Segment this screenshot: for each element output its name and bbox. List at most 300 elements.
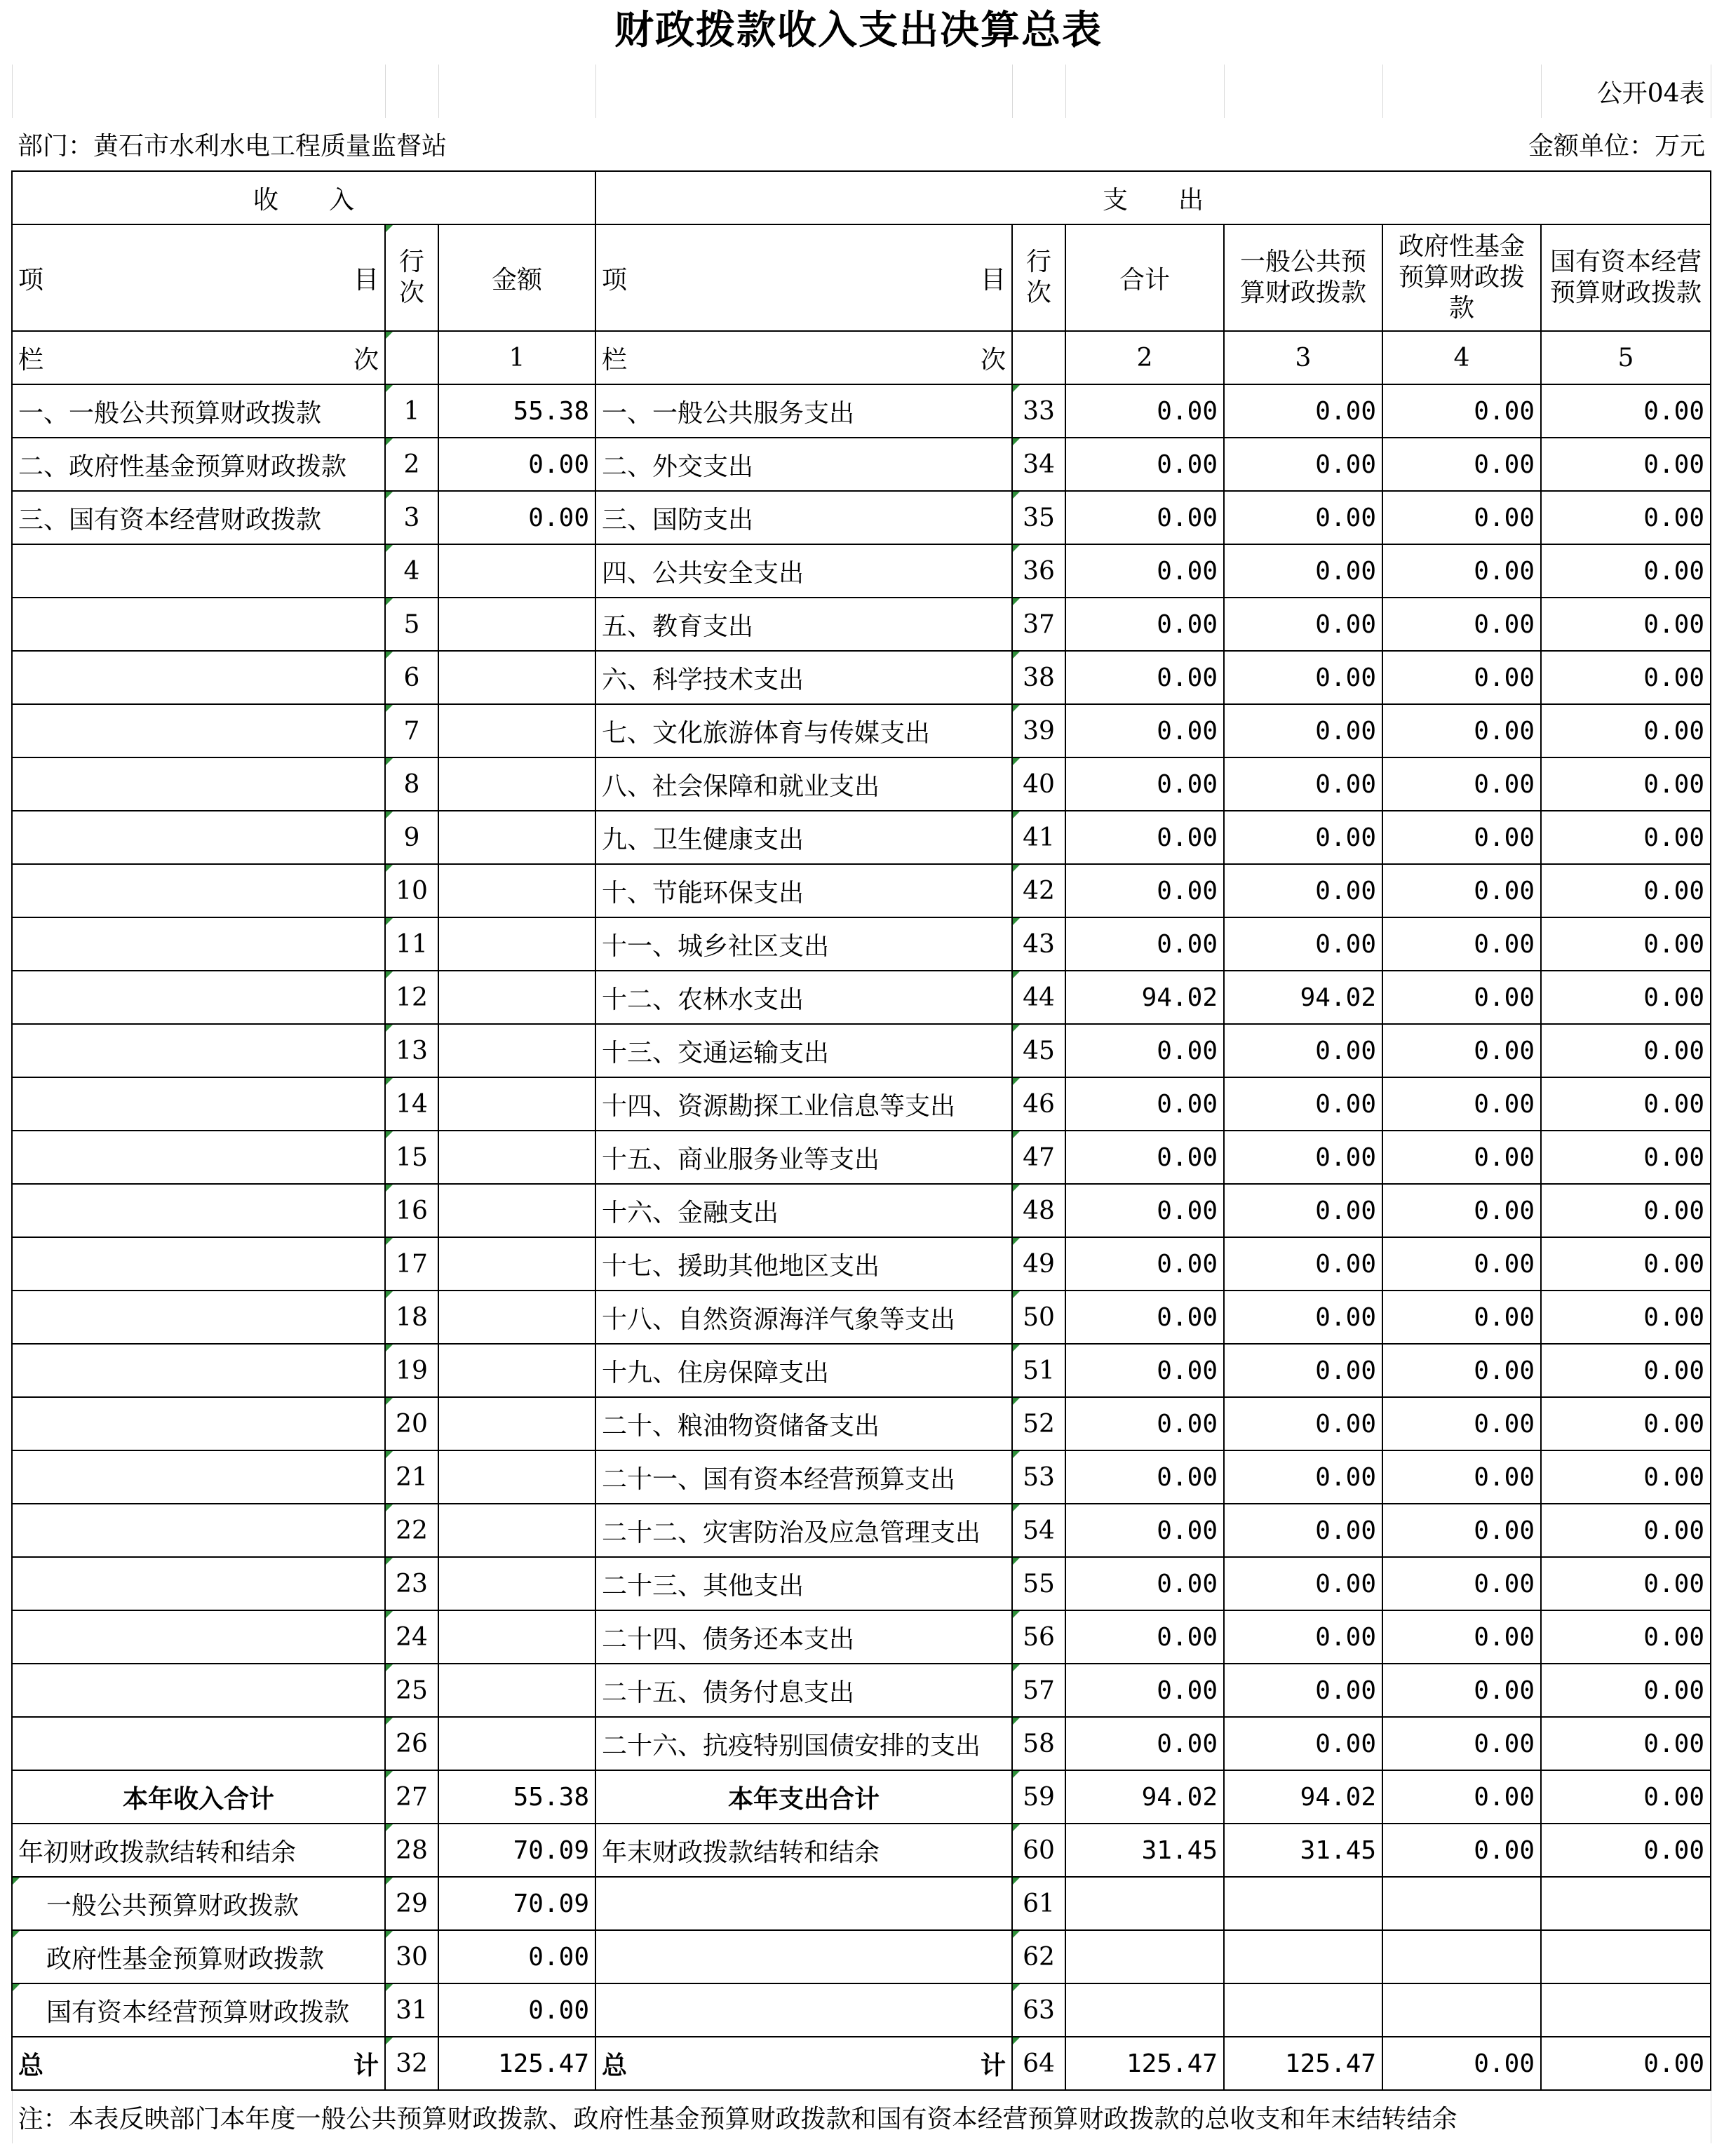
empty-cell <box>1541 1930 1711 1983</box>
expense-general: 0.00 <box>1224 1237 1382 1291</box>
income-amount <box>438 1610 595 1664</box>
expense-capital: 0.00 <box>1541 651 1711 704</box>
expense-total: 0.00 <box>1065 598 1224 651</box>
income-row-no: 10 <box>385 864 438 917</box>
expense-row-no: 51 <box>1012 1344 1065 1397</box>
carry-sub-expense-row-no: 63 <box>1012 1983 1065 2037</box>
expense-total: 0.00 <box>1065 1291 1224 1344</box>
income-amount <box>438 1237 595 1291</box>
income-item <box>12 1557 385 1610</box>
expense-total: 0.00 <box>1065 1397 1224 1450</box>
income-item: 三、国有资本经营财政拨款 <box>12 491 385 544</box>
expense-item: 一、一般公共服务支出 <box>595 384 1012 438</box>
expense-general: 0.00 <box>1224 917 1382 971</box>
expense-row-no: 57 <box>1012 1664 1065 1717</box>
expense-fund: 0.00 <box>1382 1664 1541 1717</box>
empty-cell <box>1382 1877 1541 1930</box>
expense-general: 0.00 <box>1224 704 1382 757</box>
expense-fund: 0.00 <box>1382 1344 1541 1397</box>
expense-capital: 0.00 <box>1541 1717 1711 1770</box>
col-3: 3 <box>1224 331 1382 384</box>
expense-capital: 0.00 <box>1541 438 1711 491</box>
income-row-no: 13 <box>385 1024 438 1077</box>
empty-cell <box>1541 1983 1711 2037</box>
department-row <box>12 118 1711 171</box>
income-item <box>12 917 385 971</box>
income-row-no: 1 <box>385 384 438 438</box>
carry-sub-amount: 0.00 <box>438 1930 595 1983</box>
income-amount <box>438 544 595 598</box>
income-row-no: 9 <box>385 811 438 864</box>
income-amount <box>438 811 595 864</box>
expense-item: 二十、粮油物资储备支出 <box>595 1397 1012 1450</box>
income-amount <box>438 1504 595 1557</box>
expense-item: 十三、交通运输支出 <box>595 1024 1012 1077</box>
expense-capital: 0.00 <box>1541 544 1711 598</box>
expense-item: 二十六、抗疫特别国债安排的支出 <box>595 1717 1012 1770</box>
income-amount <box>438 1344 595 1397</box>
expense-general: 0.00 <box>1224 384 1382 438</box>
expense-general: 0.00 <box>1224 864 1382 917</box>
expense-capital: 0.00 <box>1541 1450 1711 1504</box>
income-amount <box>438 1450 595 1504</box>
expense-general: 0.00 <box>1224 1131 1382 1184</box>
expense-capital: 0.00 <box>1541 1291 1711 1344</box>
carry-sub-expense-row-no: 62 <box>1012 1930 1065 1983</box>
expense-capital: 0.00 <box>1541 1610 1711 1664</box>
income-item <box>12 1610 385 1664</box>
expense-capital: 0.00 <box>1541 1184 1711 1237</box>
income-amount <box>438 864 595 917</box>
expense-row-no: 39 <box>1012 704 1065 757</box>
expense-fund: 0.00 <box>1382 1504 1541 1557</box>
expense-total: 0.00 <box>1065 1610 1224 1664</box>
carry-sub-row-no: 31 <box>385 1983 438 2037</box>
page-title: 财政拨款收入支出决算总表 <box>614 7 1103 53</box>
income-row-no: 15 <box>385 1131 438 1184</box>
carry-sub-row <box>12 1877 1711 1930</box>
grand-total-row: 总 计 32 125.47 总 计 64 125.47 125.47 0.00 0.00 <box>12 2037 1711 2090</box>
income-item <box>12 1344 385 1397</box>
expense-total: 0.00 <box>1065 1344 1224 1397</box>
table-row <box>12 1610 1711 1664</box>
income-item <box>12 1131 385 1184</box>
table-row <box>12 1237 1711 1291</box>
expense-row-no: 47 <box>1012 1131 1065 1184</box>
expense-item: 二十一、国有资本经营预算支出 <box>595 1450 1012 1504</box>
table-row <box>12 1397 1711 1450</box>
empty-cell <box>1382 1983 1541 2037</box>
expense-row-no: 53 <box>1012 1450 1065 1504</box>
income-item: 一、一般公共预算财政拨款 <box>12 384 385 438</box>
carry-sub-row <box>12 1930 1711 1983</box>
expense-row-no: 56 <box>1012 1610 1065 1664</box>
empty-cell <box>595 1983 1012 2037</box>
table-row <box>12 1184 1711 1237</box>
col-5: 5 <box>1541 331 1711 384</box>
expense-item: 二十五、债务付息支出 <box>595 1664 1012 1717</box>
expense-row-no-header: 行次 <box>1012 224 1065 331</box>
income-row-no-header: 行次 <box>385 224 438 331</box>
column-number-row <box>12 331 1711 384</box>
carry-sub-expense-row-no: 61 <box>1012 1877 1065 1930</box>
expense-item: 十、节能环保支出 <box>595 864 1012 917</box>
expense-item: 十四、资源勘探工业信息等支出 <box>595 1077 1012 1131</box>
income-item <box>12 1397 385 1450</box>
expense-capital: 0.00 <box>1541 811 1711 864</box>
table-row <box>12 1131 1711 1184</box>
expense-general: 0.00 <box>1224 1024 1382 1077</box>
expense-fund: 0.00 <box>1382 811 1541 864</box>
expense-row-no: 37 <box>1012 598 1065 651</box>
income-row-no: 26 <box>385 1717 438 1770</box>
expense-item: 七、文化旅游体育与传媒支出 <box>595 704 1012 757</box>
empty-cell <box>1541 1877 1711 1930</box>
income-row-no: 21 <box>385 1450 438 1504</box>
expense-capital: 0.00 <box>1541 1131 1711 1184</box>
income-item <box>12 1024 385 1077</box>
income-amount: 0.00 <box>438 438 595 491</box>
year-income-total-label: 本年收入合计 <box>12 1770 385 1824</box>
table-row <box>12 1557 1711 1610</box>
expense-total: 0.00 <box>1065 1557 1224 1610</box>
expense-general: 0.00 <box>1224 1344 1382 1397</box>
expense-fund: 0.00 <box>1382 384 1541 438</box>
income-amount <box>438 1717 595 1770</box>
income-row-no: 2 <box>385 438 438 491</box>
expense-general: 0.00 <box>1224 1717 1382 1770</box>
expense-row-no: 52 <box>1012 1397 1065 1450</box>
table-row <box>12 598 1711 651</box>
expense-general: 0.00 <box>1224 438 1382 491</box>
table-row <box>12 1344 1711 1397</box>
expense-item: 十二、农林水支出 <box>595 971 1012 1024</box>
capital-header: 国有资本经营预算财政拨款 <box>1541 224 1711 331</box>
expense-fund: 0.00 <box>1382 1291 1541 1344</box>
income-amount <box>438 1664 595 1717</box>
table-row <box>12 1717 1711 1770</box>
expense-general: 0.00 <box>1224 1184 1382 1237</box>
department-label: 部门：黄石市水利水电工程质量监督站 <box>18 132 447 161</box>
expense-capital: 0.00 <box>1541 1024 1711 1077</box>
income-amount <box>438 1077 595 1131</box>
expense-row-no: 42 <box>1012 864 1065 917</box>
carry-sub-label: 国有资本经营预算财政拨款 <box>12 1983 385 2037</box>
table-row <box>12 864 1711 917</box>
table-row <box>12 544 1711 598</box>
income-item <box>12 1664 385 1717</box>
carry-sub-amount: 70.09 <box>438 1877 595 1930</box>
expense-item: 二十四、债务还本支出 <box>595 1610 1012 1664</box>
table-row <box>12 757 1711 811</box>
grand-income-total-amount: 125.47 <box>438 2037 595 2090</box>
expense-capital: 0.00 <box>1541 384 1711 438</box>
expense-total: 0.00 <box>1065 544 1224 598</box>
expense-total: 0.00 <box>1065 491 1224 544</box>
income-amount <box>438 598 595 651</box>
expense-general: 0.00 <box>1224 1557 1382 1610</box>
expense-header: 支 出 <box>595 171 1711 224</box>
expense-general: 0.00 <box>1224 1450 1382 1504</box>
expense-fund: 0.00 <box>1382 864 1541 917</box>
expense-general: 0.00 <box>1224 1664 1382 1717</box>
empty-cell <box>1065 1877 1224 1930</box>
total-header: 合计 <box>1065 224 1224 331</box>
expense-general: 0.00 <box>1224 544 1382 598</box>
carry-sub-row-no: 30 <box>385 1930 438 1983</box>
income-row-no: 16 <box>385 1184 438 1237</box>
expense-general: 0.00 <box>1224 1291 1382 1344</box>
expense-general: 0.00 <box>1224 598 1382 651</box>
income-amount <box>438 1557 595 1610</box>
income-row-no: 7 <box>385 704 438 757</box>
expense-item: 二十三、其他支出 <box>595 1557 1012 1610</box>
income-item <box>12 1450 385 1504</box>
empty-cell <box>1065 1983 1224 2037</box>
income-row-no: 18 <box>385 1291 438 1344</box>
expense-row-no: 45 <box>1012 1024 1065 1077</box>
carry-expense-label: 年末财政拨款结转和结余 <box>595 1824 1012 1877</box>
expense-total: 0.00 <box>1065 438 1224 491</box>
general-header: 一般公共预算财政拨款 <box>1224 224 1382 331</box>
expense-item: 二十二、灾害防治及应急管理支出 <box>595 1504 1012 1557</box>
income-amount: 0.00 <box>438 491 595 544</box>
expense-fund: 0.00 <box>1382 1717 1541 1770</box>
expense-capital: 0.00 <box>1541 1237 1711 1291</box>
expense-fund: 0.00 <box>1382 1557 1541 1610</box>
expense-total: 0.00 <box>1065 384 1224 438</box>
income-amount <box>438 1397 595 1450</box>
income-amount <box>438 1291 595 1344</box>
income-row-no: 6 <box>385 651 438 704</box>
unit-label: 金额单位：万元 <box>1528 132 1705 161</box>
table-row <box>12 811 1711 864</box>
income-item <box>12 651 385 704</box>
table-row <box>12 704 1711 757</box>
expense-row-no: 35 <box>1012 491 1065 544</box>
year-income-total-amount: 55.38 <box>438 1770 595 1824</box>
income-col-label: 栏 次 <box>12 331 385 384</box>
income-item <box>12 598 385 651</box>
table-row <box>12 384 1711 438</box>
income-amount-header: 金额 <box>438 224 595 331</box>
expense-total: 94.02 <box>1065 971 1224 1024</box>
expense-row-no: 44 <box>1012 971 1065 1024</box>
expense-item: 十一、城乡社区支出 <box>595 917 1012 971</box>
expense-total: 0.00 <box>1065 1450 1224 1504</box>
expense-item-header: 项 目 <box>595 224 1012 331</box>
income-item <box>12 757 385 811</box>
expense-item: 十五、商业服务业等支出 <box>595 1131 1012 1184</box>
empty-cell <box>595 1877 1012 1930</box>
expense-item: 二、外交支出 <box>595 438 1012 491</box>
income-item <box>12 1237 385 1291</box>
expense-general: 0.00 <box>1224 757 1382 811</box>
expense-total: 0.00 <box>1065 1504 1224 1557</box>
expense-item: 六、科学技术支出 <box>595 651 1012 704</box>
expense-row-no: 58 <box>1012 1717 1065 1770</box>
column-header-row <box>12 224 1711 331</box>
expense-capital: 0.00 <box>1541 1077 1711 1131</box>
income-row-no: 20 <box>385 1397 438 1450</box>
income-row-no: 4 <box>385 544 438 598</box>
expense-capital: 0.00 <box>1541 1664 1711 1717</box>
table-row <box>12 1664 1711 1717</box>
expense-total: 0.00 <box>1065 917 1224 971</box>
expense-fund: 0.00 <box>1382 971 1541 1024</box>
income-amount: 55.38 <box>438 384 595 438</box>
carry-sub-amount: 0.00 <box>438 1983 595 2037</box>
expense-total: 0.00 <box>1065 1664 1224 1717</box>
income-item <box>12 1291 385 1344</box>
expense-fund: 0.00 <box>1382 1610 1541 1664</box>
empty-cell <box>595 1930 1012 1983</box>
income-amount <box>438 704 595 757</box>
expense-row-no: 38 <box>1012 651 1065 704</box>
empty-cell <box>1224 1877 1382 1930</box>
table-row <box>12 491 1711 544</box>
expense-total: 0.00 <box>1065 651 1224 704</box>
expense-item: 四、公共安全支出 <box>595 544 1012 598</box>
note-row <box>12 2090 1711 2143</box>
expense-total: 0.00 <box>1065 1717 1224 1770</box>
expense-fund: 0.00 <box>1382 1024 1541 1077</box>
expense-capital: 0.00 <box>1541 491 1711 544</box>
expense-general: 0.00 <box>1224 811 1382 864</box>
form-code-row <box>12 65 1711 118</box>
table-row <box>12 438 1711 491</box>
income-item <box>12 1077 385 1131</box>
income-row-no: 3 <box>385 491 438 544</box>
income-row-no: 19 <box>385 1344 438 1397</box>
expense-item: 十六、金融支出 <box>595 1184 1012 1237</box>
expense-col-label: 栏 次 <box>595 331 1012 384</box>
expense-fund: 0.00 <box>1382 544 1541 598</box>
expense-row-no: 40 <box>1012 757 1065 811</box>
income-amount <box>438 917 595 971</box>
expense-total: 0.00 <box>1065 811 1224 864</box>
expense-row-no: 49 <box>1012 1237 1065 1291</box>
expense-row-no: 46 <box>1012 1077 1065 1131</box>
expense-capital: 0.00 <box>1541 704 1711 757</box>
carry-row: 年初财政拨款结转和结余 28 70.09 年末财政拨款结转和结余 60 31.45 31.45 0.00 0.00 <box>12 1824 1711 1877</box>
expense-total: 0.00 <box>1065 757 1224 811</box>
income-row-no: 24 <box>385 1610 438 1664</box>
expense-general: 0.00 <box>1224 491 1382 544</box>
income-amount <box>438 1184 595 1237</box>
income-item <box>12 704 385 757</box>
expense-general: 0.00 <box>1224 1610 1382 1664</box>
expense-row-no: 48 <box>1012 1184 1065 1237</box>
expense-fund: 0.00 <box>1382 1397 1541 1450</box>
empty-cell <box>1065 1930 1224 1983</box>
expense-capital: 0.00 <box>1541 864 1711 917</box>
empty-cell <box>1382 1930 1541 1983</box>
income-item <box>12 864 385 917</box>
col-1: 1 <box>438 331 595 384</box>
table-row <box>12 1504 1711 1557</box>
expense-row-no: 50 <box>1012 1291 1065 1344</box>
expense-capital: 0.00 <box>1541 1504 1711 1557</box>
expense-fund: 0.00 <box>1382 438 1541 491</box>
income-row-no: 17 <box>385 1237 438 1291</box>
income-item <box>12 971 385 1024</box>
carry-income-label: 年初财政拨款结转和结余 <box>12 1824 385 1877</box>
expense-fund: 0.00 <box>1382 917 1541 971</box>
expense-capital: 0.00 <box>1541 1557 1711 1610</box>
carry-sub-label: 政府性基金预算财政拨款 <box>12 1930 385 1983</box>
year-total-row: 本年收入合计 27 55.38 本年支出合计 59 94.02 94.02 0.00 0.00 <box>12 1770 1711 1824</box>
carry-sub-row-no: 29 <box>385 1877 438 1930</box>
income-amount <box>438 757 595 811</box>
expense-fund: 0.00 <box>1382 1237 1541 1291</box>
expense-fund: 0.00 <box>1382 1184 1541 1237</box>
carry-sub-label: 一般公共预算财政拨款 <box>12 1877 385 1930</box>
expense-row-no: 34 <box>1012 438 1065 491</box>
income-row-no: 12 <box>385 971 438 1024</box>
expense-row-no: 54 <box>1012 1504 1065 1557</box>
expense-general: 0.00 <box>1224 1077 1382 1131</box>
expense-item: 五、教育支出 <box>595 598 1012 651</box>
income-item <box>12 811 385 864</box>
section-header-row <box>12 171 1711 224</box>
expense-total: 0.00 <box>1065 1077 1224 1131</box>
expense-item: 八、社会保障和就业支出 <box>595 757 1012 811</box>
table-row <box>12 1077 1711 1131</box>
expense-total: 0.00 <box>1065 1131 1224 1184</box>
expense-general: 0.00 <box>1224 1397 1382 1450</box>
expense-fund: 0.00 <box>1382 1450 1541 1504</box>
footnote: 注：本表反映部门本年度一般公共预算财政拨款、政府性基金预算财政拨款和国有资本经营预算财政拨款的总收支和年末结转结余 <box>12 2090 1711 2143</box>
income-row-no: 23 <box>385 1557 438 1610</box>
expense-general: 94.02 <box>1224 971 1382 1024</box>
expense-total: 0.00 <box>1065 1184 1224 1237</box>
expense-fund: 0.00 <box>1382 491 1541 544</box>
income-row-no: 14 <box>385 1077 438 1131</box>
expense-total: 0.00 <box>1065 704 1224 757</box>
income-row-no: 5 <box>385 598 438 651</box>
col-4: 4 <box>1382 331 1541 384</box>
table-row <box>12 971 1711 1024</box>
expense-fund: 0.00 <box>1382 598 1541 651</box>
expense-fund: 0.00 <box>1382 1131 1541 1184</box>
income-header: 收 入 <box>12 171 595 224</box>
expense-row-no: 43 <box>1012 917 1065 971</box>
expense-capital: 0.00 <box>1541 1397 1711 1450</box>
income-row-no: 25 <box>385 1664 438 1717</box>
expense-item: 九、卫生健康支出 <box>595 811 1012 864</box>
income-item <box>12 544 385 598</box>
expense-row-no: 33 <box>1012 384 1065 438</box>
expense-total: 0.00 <box>1065 864 1224 917</box>
grand-income-total-label: 总 计 <box>12 2037 385 2090</box>
carry-sub-row <box>12 1983 1711 2037</box>
table-row <box>12 917 1711 971</box>
expense-general: 0.00 <box>1224 1504 1382 1557</box>
expense-row-no: 41 <box>1012 811 1065 864</box>
income-row-no: 22 <box>385 1504 438 1557</box>
income-item <box>12 1717 385 1770</box>
income-row-no: 8 <box>385 757 438 811</box>
income-amount <box>438 651 595 704</box>
expense-total: 0.00 <box>1065 1024 1224 1077</box>
table-row <box>12 1024 1711 1077</box>
expense-item: 十八、自然资源海洋气象等支出 <box>595 1291 1012 1344</box>
income-item <box>12 1184 385 1237</box>
expense-item: 三、国防支出 <box>595 491 1012 544</box>
income-amount <box>438 1024 595 1077</box>
income-amount <box>438 971 595 1024</box>
